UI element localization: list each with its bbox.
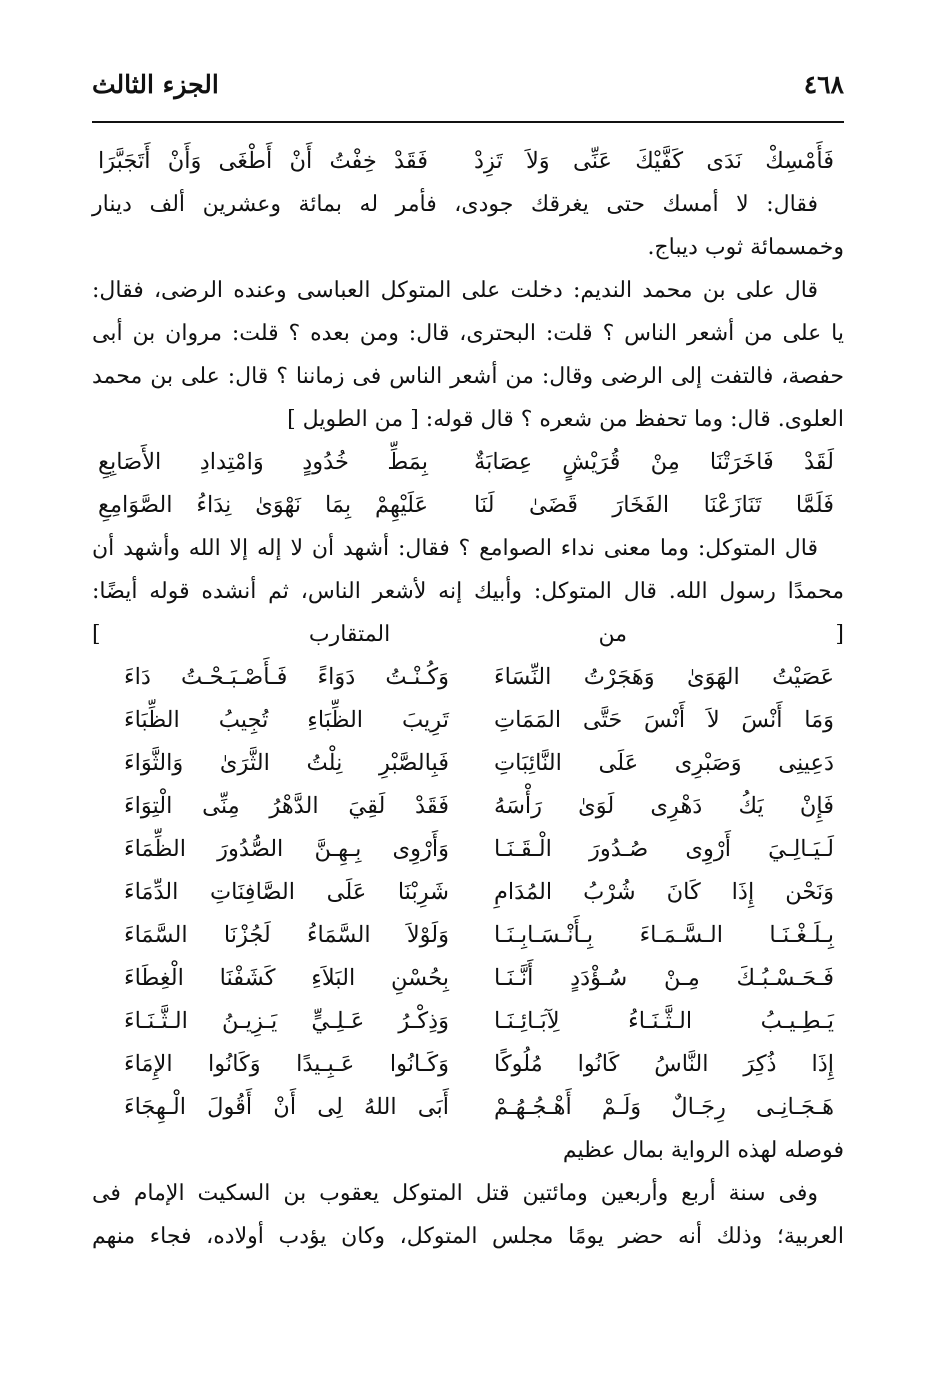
hemistich-first: فَإِنْ يَكُ دَهْرِى لَوَىٰ رَأْسَهُ [494,793,834,819]
hemistich-second: فَقَدْ خِفْتُ أَنْ أَطْغَى وَأَنْ أَتَجَبَّرَا [98,148,428,174]
hemistich-second: بِحُسْنِ البَلاَءِ كَشَفْنَا الْغِطَاءَ [124,965,449,991]
verse-line [92,742,844,785]
verse-line [92,1000,844,1043]
prose-line: يا على من أشعر الناس ؟ قلت: البحترى، قال: ومن بعده ؟ قلت: مروان بن أبى [92,321,844,346]
prose-line: قال المتوكل: وما معنى نداء الصوامع ؟ فقال: أشهد أن لا إله إلا الله وأشهد أن [92,536,818,561]
hemistich-second: تَرِيبَ الظِّبَاءِ تُجِيبُ الظِّبَاءَ [124,707,449,733]
verse-line [92,1086,844,1129]
running-header [92,62,844,106]
part-title: الجزء الثالث [92,70,219,99]
hemistich-second: بِمَطِّ خُدُودٍ وَامْتِدادِ الأَصَابِعِ [98,449,428,475]
verse-line [92,699,844,742]
hemistich-first: فَلَمَّا تَنَازَعْنَا الفَخَارَ قَضَىٰ لَنَا [474,492,834,518]
hemistich-second: وَذِكْـرُ عَـلِـيٍّ يَـزِيـنُ الـثَّـنَـاءَ [124,1008,449,1034]
prose-line: فقال: لا أمسك حتى يغرقك جودى، فأمر له بمائة وعشرين ألف دينار [92,192,818,217]
hemistich-second: عَلَيْهِمْ بِمَا نَهْوَىٰ نِدَاءُ الصَّوَامِعِ [98,492,428,518]
verse-line [92,484,844,527]
page-number: ٤٦٨ [803,70,844,99]
hemistich-second: فَقَدْ لَقِيَ الدَّهْرُ مِنِّى الْتِوَاءَ [124,793,449,819]
verse-line [92,871,844,914]
hemistich-second: أَبَى اللهُ لِى أَنْ أَقُولَ الْـهِجَاءَ [124,1094,449,1120]
closing-line: فوصله لهذه الرواية بمال عظيم [562,1138,844,1163]
hemistich-first: لَـيَـالِـيَ أَرْوِى صُـدُورَ الْـقَـنَـا [494,836,834,862]
hemistich-second: وَكُـنْـتُ دَوَاءً فَـأَصْـبَـحْـتُ دَاءَ [124,664,449,690]
hemistich-second: وَأَرْوِى بِـهِـنَّ الصُّدُورَ الظِّمَاءَ [124,836,449,862]
hemistich-first: فَـحَـسْـبُـكَ مِـنْ سُـؤْدَدٍ أَنَّـنَـا [494,965,834,991]
verse-line [92,957,844,1000]
hemistich-first: عَصَيْتُ الهَوَىٰ وَهَجَرْتُ النِّسَاءَ [494,664,834,690]
hemistich-first: وَنَحْن إِذَا كَانَ شُرْبُ المُدَامِ [494,879,834,905]
verse-line [92,828,844,871]
verse-line [92,140,844,183]
hemistich-second: وَكَـانُوا عَـبِـيدًا وَكَانُوا الإِمَاءَ [124,1051,449,1077]
prose-line: وخمسمائة ثوب ديباج. [647,235,844,260]
verse-line [92,785,844,828]
prose-line: العلوى. قال: وما تحفظ من شعره ؟ قال قوله: [ من الطويل ] [287,407,844,432]
body-text [92,140,844,1258]
hemistich-second: فَبِالصَّبْرِ نِلْتُ الثَّرَىٰ وَالثَّوَاءَ [124,750,449,776]
hemistich-second: شَرِبْنَا عَلَى الصَّافِنَاتِ الدِّمَاءَ [124,879,449,905]
verse-line [92,441,844,484]
meter-label: [ من المتقارب ] [92,622,844,647]
hemistich-first: إِذَا ذُكِرَ النَّاسُ كَانُوا مُلُوكًا [494,1051,834,1077]
hemistich-first: هَـجَـانِـى رِجَـالٌ وَلَـمْ أَهْـجُـهُـمْ [494,1094,834,1120]
header-rule [92,121,844,123]
verse-line [92,914,844,957]
hemistich-first: لَقَدْ فَاخَرَتْنَا مِنْ قُرَيْشٍ عِصَابَةٌ [474,449,834,475]
prose-line: محمدًا رسول الله. قال المتوكل: وأبيك إنه لأشعر الناس، ثم أنشده قوله أيضًا: [92,579,844,604]
hemistich-first: دَعِينِى وَصَبْرِى عَلَى النَّائِبَاتِ [494,750,834,776]
prose-line: قال على بن محمد النديم: دخلت على المتوكل العباسى وعنده الرضى، فقال: [92,278,818,303]
prose-line: العربية؛ وذلك أنه حضر يومًا مجلس المتوكل، وكان يؤدب أولاده، فجاء منهم [92,1224,845,1249]
prose-line: حفصة، فالتفت إلى الرضى وقال: من أشعر الناس فى زماننا ؟ قال: على بن محمد [92,364,844,389]
page-header-area [92,62,844,106]
hemistich-first: يَـطِـيـبُ الـثَّـنَـاءُ لِآبَـائِـنَـا [494,1008,834,1034]
prose-line: وفى سنة أربع وأربعين ومائتين قتل المتوكل يعقوب بن السكيت الإمام فى [92,1181,818,1206]
hemistich-first: بِـلَـغْـنَـا الـسَّـمَـاءَ بِـأَنْـسَـابِـنَـا [494,922,834,948]
verse-line [92,656,844,699]
hemistich-first: وَمَا أَنْسَ لاَ أَنْسَ حَتَّى المَمَاتِ [494,707,834,733]
verse-line [92,1043,844,1086]
hemistich-first: فَأَمْسِكْ نَدَى كَفَّيْكَ عَنِّى وَلاَ تَزِدْ [474,148,834,174]
hemistich-second: وَلَوْلاَ السَّمَاءُ لَجُزْنَا السَّمَاءَ [124,922,449,948]
